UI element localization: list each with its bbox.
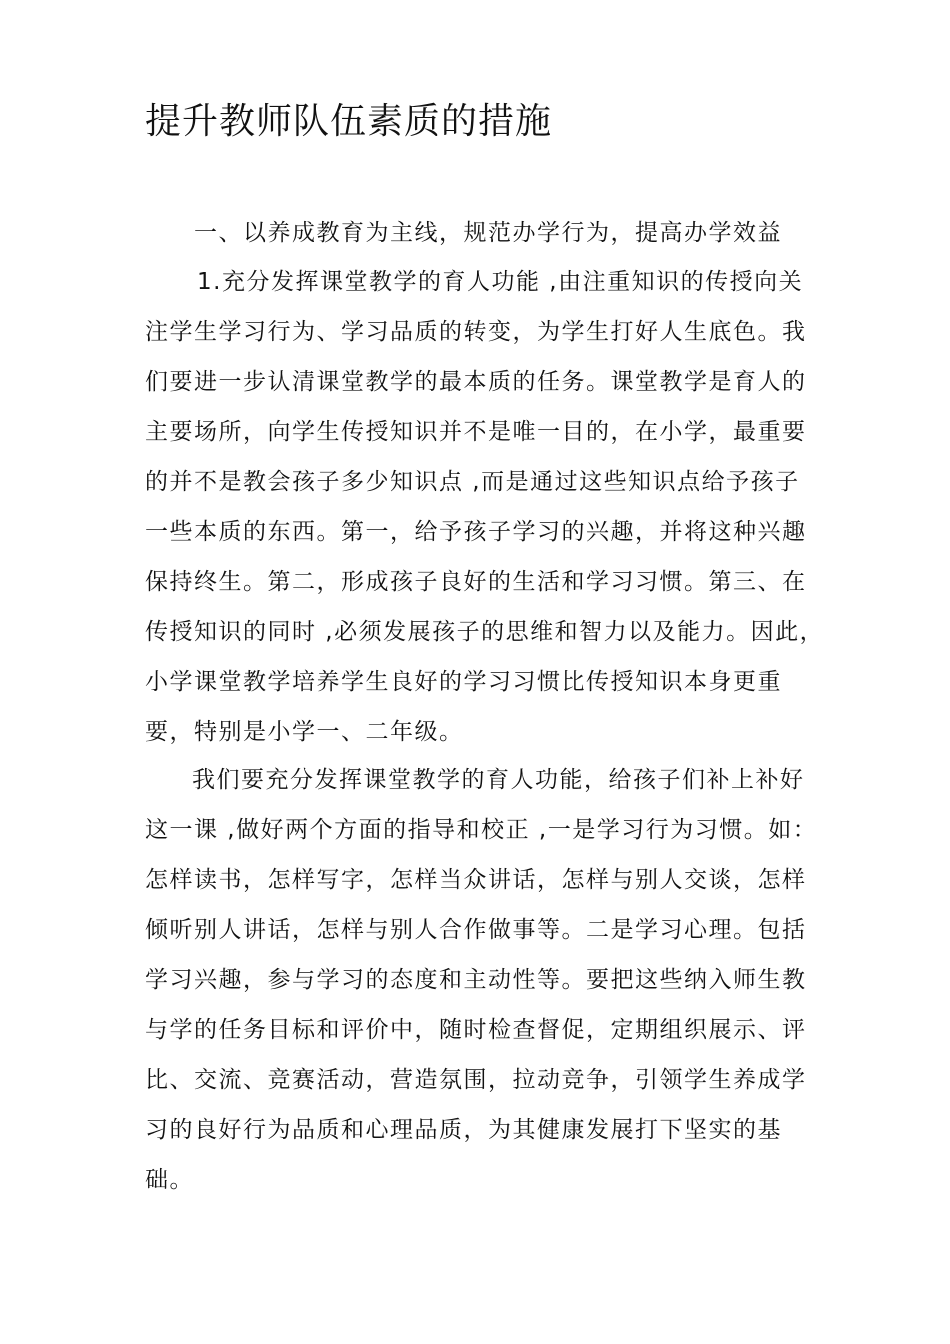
section-heading: 一、以养成教育为主线，规范办学行为，提高办学效益 [194, 220, 782, 246]
paragraph-line: 小学课堂教学培养学生良好的学习习惯比传授知识本身更重 [145, 669, 782, 695]
paragraph-line: 要，特别是小学一、二年级。 [145, 719, 464, 745]
paragraph-line: 比、交流、竞赛活动，营造氛围，拉动竞争，引领学生养成学 [145, 1067, 807, 1093]
paragraph-line: 主要场所，向学生传授知识并不是唯一目的，在小学，最重要 [145, 419, 807, 445]
paragraph-line: 习的良好行为品质和心理品质，为其健康发展打下坚实的基 [145, 1117, 782, 1143]
paragraph-1 [145, 257, 825, 757]
paragraph-line: 与学的任务目标和评价中，随时检查督促，定期组织展示、评 [145, 1017, 807, 1043]
paragraph-line: 我们要充分发挥课堂教学的育人功能，给孩子们补上补好 [192, 767, 805, 793]
paragraph-line: 一些本质的东西。第一，给予孩子学习的兴趣，并将这种兴趣 [145, 519, 807, 545]
paragraph-line: 倾听别人讲话，怎样与别人合作做事等。二是学习心理。包括 [145, 917, 807, 943]
paragraph-line: 学习兴趣，参与学习的态度和主动性等。要把这些纳入师生教 [145, 967, 807, 993]
paragraph-line: 保持终生。第二，形成孩子良好的生活和学习习惯。第三、在 [145, 569, 807, 595]
document-title: 提升教师队伍素质的措施 [145, 101, 553, 142]
paragraph-line: 怎样读书，怎样写字，怎样当众讲话，怎样与别人交谈，怎样 [145, 867, 807, 893]
paragraph-line: 础。 [145, 1167, 194, 1193]
paragraph-2 [145, 755, 825, 1205]
paragraph-line: 们要进一步认清课堂教学的最本质的任务。课堂教学是育人的 [145, 369, 807, 395]
paragraph-line: 这一课 ,做好两个方面的指导和校正 ,一是学习行为习惯。如： [145, 817, 818, 843]
paragraph-line: 注学生学习行为、学习品质的转变，为学生打好人生底色。我 [145, 319, 807, 345]
paragraph-line: 传授知识的同时 ,必须发展孩子的思维和智力以及能力。因此， [145, 619, 825, 645]
paragraph-line: 的并不是教会孩子多少知识点 ,而是通过这些知识点给予孩子 [145, 469, 800, 495]
paragraph-line: 1.充分发挥课堂教学的育人功能 ,由注重知识的传授向关 [197, 269, 804, 295]
